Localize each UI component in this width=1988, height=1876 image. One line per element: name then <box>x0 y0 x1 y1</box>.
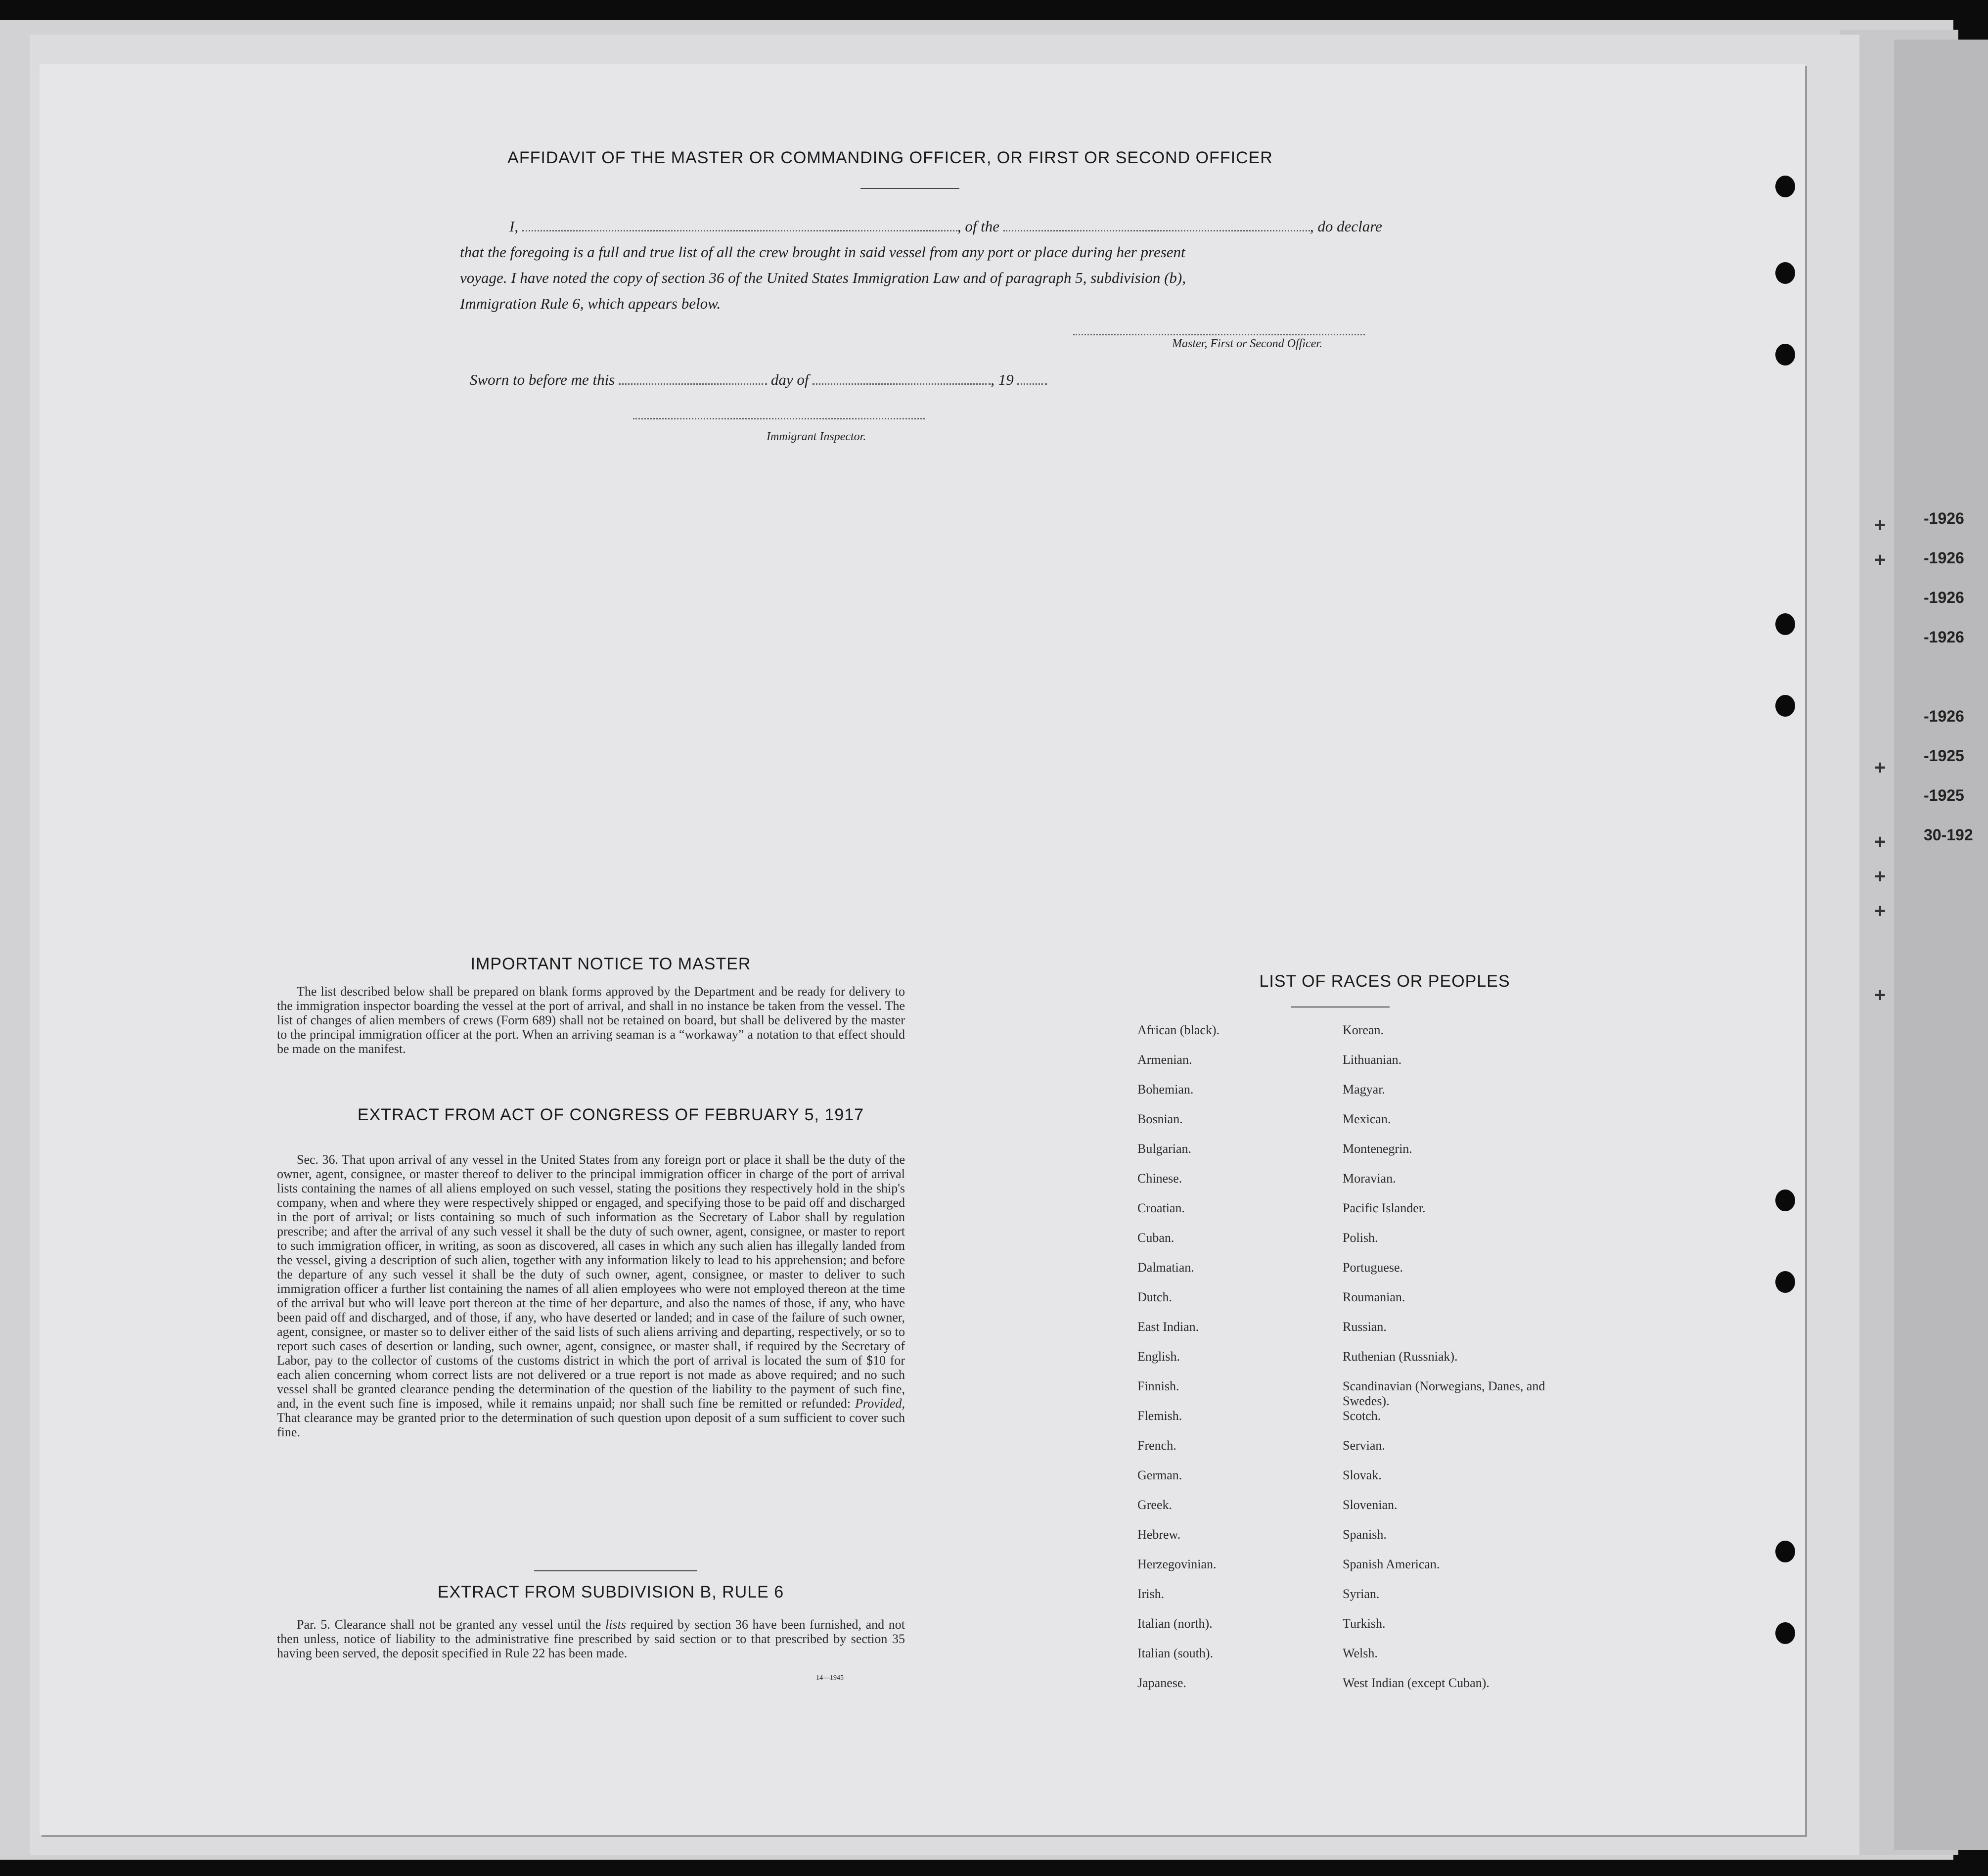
race-item: West Indian (except Cuban). <box>1343 1676 1490 1690</box>
race-item: French. <box>1137 1438 1176 1453</box>
notice-body: The list described below shall be prepared on blank forms approved by the Department and be ready for delivery to the immigration inspector boarding the vessel at the port of arrival, and shall in no instance be taken from the vessel. The list of changes of alien members of crews (Form 689) shall not be retained on board, but shall be delivered by the master to the principal immigration officer at the port. When an arriving seaman is a “workaway” a notation to that effect should be made on the manifest. <box>277 984 905 1056</box>
punch-hole <box>1775 695 1795 717</box>
cross-mark: + <box>1874 900 1886 922</box>
race-item: Korean. <box>1343 1023 1384 1037</box>
race-item: Dutch. <box>1137 1290 1173 1304</box>
race-item: Bosnian. <box>1137 1112 1183 1126</box>
race-item: Slovak. <box>1343 1468 1382 1482</box>
sworn-year-blank[interactable] <box>1017 383 1047 385</box>
affidavit-title: AFFIDAVIT OF THE MASTER OR COMMANDING OFFICER, OR FIRST OR SECOND OFFICER <box>507 148 1273 167</box>
race-item: Roumanian. <box>1343 1290 1405 1304</box>
race-item: Croatian. <box>1137 1201 1185 1215</box>
punch-hole <box>1775 344 1795 366</box>
inspector-label: Immigrant Inspector. <box>767 430 866 443</box>
cross-mark: + <box>1874 757 1886 778</box>
background-sheet-edge-2 <box>1894 40 1988 1850</box>
race-item: African (black). <box>1137 1023 1220 1037</box>
races-column-1 <box>1137 1023 1325 1705</box>
act-extract-body <box>277 1152 905 1439</box>
margin-mark: -1926 <box>1924 549 1964 567</box>
master-signature-label: Master, First or Second Officer. <box>1172 337 1322 350</box>
race-item: Italian (south). <box>1137 1646 1214 1660</box>
punch-hole <box>1775 613 1795 635</box>
affidavit-declaration-line <box>460 218 1382 235</box>
race-item: Servian. <box>1343 1438 1385 1453</box>
race-item: Bohemian. <box>1137 1082 1194 1097</box>
punch-hole <box>1775 1622 1795 1644</box>
rule-text-a: Clearance shall not be granted any vessel until the <box>334 1617 601 1632</box>
affidavit-i: I, <box>509 218 519 235</box>
punch-hole <box>1775 262 1795 284</box>
race-item: English. <box>1137 1349 1180 1364</box>
race-item: Lithuanian. <box>1343 1052 1402 1067</box>
margin-mark: -1926 <box>1924 628 1964 646</box>
race-item: Chinese. <box>1137 1171 1182 1186</box>
race-item: Italian (north). <box>1137 1616 1213 1631</box>
race-item: Ruthenian (Russniak). <box>1343 1349 1458 1364</box>
race-item: Dalmatian. <box>1137 1260 1194 1275</box>
title-rule <box>860 188 959 189</box>
form-code: 14—1945 <box>816 1674 844 1682</box>
act-extract-title: EXTRACT FROM ACT OF CONGRESS OF FEBRUARY 5, 1917 <box>357 1105 864 1124</box>
race-item: Greek. <box>1137 1498 1173 1512</box>
margin-mark: -1926 <box>1924 707 1964 725</box>
notice-title: IMPORTANT NOTICE TO MASTER <box>470 955 751 973</box>
section-36-text: That upon arrival of any vessel in the United States from any foreign port or place it shall be the duty of the owner, agent, consignee, or master thereof to deliver to the principal immigration officer in charge of the port of arrival lists containing the names of all aliens employed on such vessel, stating the positions they respectively hold in the ship's company, when and where they were respectively shipped or engaged, and specifying those to be paid off and discharged in the port of arrival; or lists containing so much of such information as the Secretary of Labor shall by regulation prescribe; and after the arrival of any such vessel it shall be the duty of such owner, agent, consignee, or master to report to such immigration officer, in writing, as soon as discovered, all cases in which any such alien has illegally landed from the vessel, giving a description of such alien, together with any information likely to lead to his apprehension; and before the departure of any such vessel it shall be the duty of such owner, agent, consignee, or master to deliver to such immigration officer a further list containing the names of all alien employees who were not employed thereon at the time of the arrival but who will leave port thereon at the time of her departure, and also the names of those, if any, who have been paid off and discharged, and of those, if any, who have deserted or landed; and in case of the failure of such owner, agent, consignee, or master so to deliver either of the said lists of such aliens arriving and departing, respectively, or so to report such cases of desertion or landing, such owner, agent, consignee, or master shall, if required by the Secretary of Labor, pay to the collector of customs of the customs district in which the port of arrival is located the sum of $10 for each alien concerning whom correct lists are not delivered or a true report is not made as above required; and no such vessel shall be granted clearance pending the determination of the question of the liability to the payment of such fine, and, in the event such fine is imposed, while it remains unpaid; nor shall such fine be remitted or refunded: <box>277 1152 905 1411</box>
sworn-day-of: day of <box>770 371 809 388</box>
affidavit-line-4: Immigration Rule 6, which appears below. <box>460 295 721 312</box>
race-item: Flemish. <box>1137 1409 1182 1423</box>
race-item: Spanish American. <box>1343 1557 1440 1571</box>
section-rule <box>534 1570 697 1571</box>
race-item: Portuguese. <box>1343 1260 1403 1275</box>
provided-word: Provided, <box>855 1396 905 1411</box>
race-item: Hebrew. <box>1137 1527 1181 1542</box>
cross-mark: + <box>1874 514 1886 536</box>
inspector-signature-blank[interactable] <box>633 418 925 419</box>
race-item: Scandinavian (Norwegians, Danes, and Swedes). <box>1343 1379 1545 1408</box>
affidavit-line-3: voyage. I have noted the copy of section 36 of the United States Immigration Law and of paragraph 5, subdivision (b), <box>460 269 1186 286</box>
margin-mark: 30-192 <box>1924 826 1973 844</box>
cross-mark: + <box>1874 984 1886 1006</box>
race-item: Armenian. <box>1137 1052 1192 1067</box>
race-item: Welsh. <box>1343 1646 1378 1660</box>
race-item: East Indian. <box>1137 1320 1199 1334</box>
punch-hole <box>1775 1541 1795 1562</box>
affidavit-line-2: that the foregoing is a full and true list of all the crew brought in said vessel from any port or place during her present <box>460 243 1185 261</box>
race-item: German. <box>1137 1468 1182 1482</box>
sworn-day-blank[interactable] <box>619 383 767 385</box>
race-item: Montenegrin. <box>1343 1142 1412 1156</box>
race-item: Russian. <box>1343 1320 1387 1334</box>
margin-mark: -1926 <box>1924 509 1964 527</box>
race-item: Spanish. <box>1343 1527 1387 1542</box>
race-item: Polish. <box>1343 1231 1378 1245</box>
cross-mark: + <box>1874 866 1886 887</box>
race-item: Irish. <box>1137 1587 1165 1601</box>
race-item: Japanese. <box>1137 1676 1186 1690</box>
document-page <box>40 64 1805 1835</box>
cross-mark: + <box>1874 831 1886 853</box>
race-item: Herzegovinian. <box>1137 1557 1217 1571</box>
cross-mark: + <box>1874 549 1886 571</box>
race-item: Mexican. <box>1343 1112 1391 1126</box>
race-item: Slovenian. <box>1343 1498 1398 1512</box>
lists-word: lists <box>605 1617 626 1632</box>
section-label: Sec. 36. <box>297 1152 338 1167</box>
punch-hole <box>1775 1271 1795 1293</box>
races-title: LIST OF RACES OR PEOPLES <box>1259 972 1510 991</box>
margin-mark: -1926 <box>1924 589 1964 606</box>
punch-hole <box>1775 176 1795 197</box>
section-36-text-end: That clearance may be granted prior to the determination of such question upon deposit of a sum sufficient to cover such fine. <box>277 1411 905 1439</box>
race-item: Moravian. <box>1343 1171 1396 1186</box>
paragraph-label: Par. 5. <box>297 1617 330 1632</box>
sworn-month-blank[interactable] <box>813 383 991 385</box>
sworn-line <box>470 371 1047 389</box>
affidavit-declare: , do declare <box>1310 218 1382 235</box>
sworn-year: , 19 <box>991 371 1014 388</box>
margin-mark: -1925 <box>1924 786 1964 804</box>
rule-text-b: required by section 36 have been furnished, and not then unless, notice of liability to the administrative fine prescribed by said section or to that prescribed by section 35 having been served, the deposit specified in Rule 22 has been made. <box>277 1617 905 1660</box>
race-item: Cuban. <box>1137 1231 1175 1245</box>
race-item: Syrian. <box>1343 1587 1380 1601</box>
race-item: Scotch. <box>1343 1409 1381 1423</box>
margin-marks <box>1904 470 1988 866</box>
rule-extract-body <box>277 1617 905 1660</box>
race-item: Finnish. <box>1137 1379 1179 1393</box>
race-item: Magyar. <box>1343 1082 1385 1097</box>
name-blank[interactable] <box>522 230 957 231</box>
sworn-prefix: Sworn to before me this <box>470 371 615 388</box>
races-column-2 <box>1343 1023 1560 1705</box>
margin-mark: -1925 <box>1924 747 1964 765</box>
affidavit-of-the: , of the <box>957 218 1000 235</box>
rule-extract-title: EXTRACT FROM SUBDIVISION B, RULE 6 <box>437 1583 784 1601</box>
race-item: Bulgarian. <box>1137 1142 1192 1156</box>
master-signature-blank[interactable] <box>1073 334 1365 335</box>
race-item: Pacific Islander. <box>1343 1201 1426 1215</box>
punch-hole <box>1775 1190 1795 1211</box>
race-item: Turkish. <box>1343 1616 1386 1631</box>
vessel-blank[interactable] <box>1003 230 1310 231</box>
